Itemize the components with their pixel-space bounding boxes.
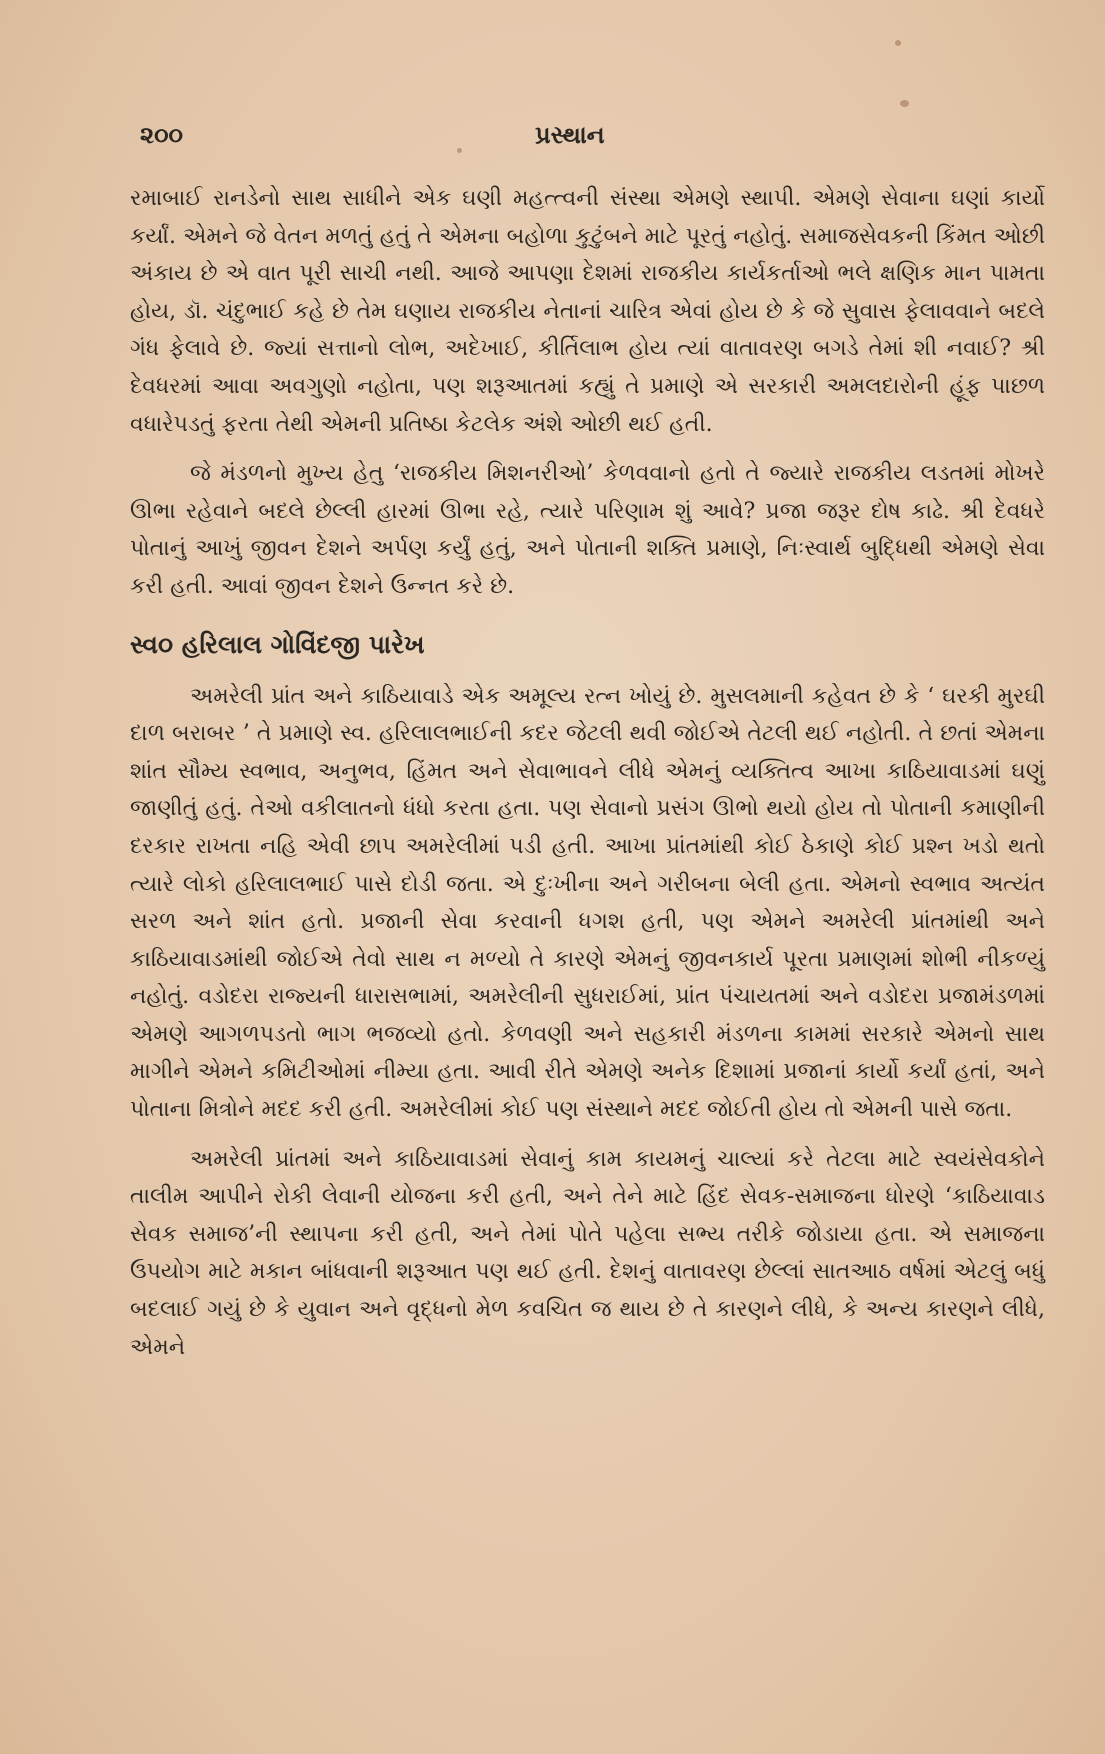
paper-speck bbox=[900, 100, 909, 107]
paragraph: અમરેલી પ્રાંત અને કાઠિયાવાડે એક અમૂલ્ય રત્ન ખોયું છે. મુસલમાની કહેવત છે કે ‘ ઘરકી મુરઘી દાળ બરાબર ’ તે પ્રમાણે સ્વ. હરિલાલભાઈની કદર જેટલી થવી જોઈએ તેટલી થઈ નહોતી. તે છતાં એમના શાંત સૌમ્ય સ્વભાવ, અનુભવ, હિંમત અને સેવાભાવને લીધે એમનું વ્યક્તિત્વ આખા કાઠિયાવાડમાં ઘણું જાણીતું હતું. તેઓ વકીલાતનો ધંધો કરતા હતા. પણ સેવાનો પ્રસંગ ઊભો થયો હોય તો પોતાની કમાણીની દરકાર રાખતા નહિ એવી છાપ અમરેલીમાં પડી હતી. આખા પ્રાંતમાંથી કોઈ ઠેકાણે કોઈ પ્રશ્ન ખડો થતો ત્યારે લોકો હરિલાલભાઈ પાસે દોડી જતા. એ દુઃખીના અને ગરીબના બેલી હતા. એમનો સ્વભાવ અત્યંત સરળ અને શાંત હતો. પ્રજાની સેવા કરવાની ધગશ હતી, પણ એમને અમરેલી પ્રાંતમાંથી અને કાઠિયાવાડમાંથી જોઈએ તેવો સાથ ન મળ્યો તે કારણે એમનું જીવનકાર્ય પૂરતા પ્રમાણમાં શોભી નીકળ્યું નહોતું. વડોદરા રાજ્યની ધારાસભામાં, અમરેલીની સુધરાઈમાં, પ્રાંત પંચાયતમાં અને વડોદરા પ્રજામંડળમાં એમણે આગળપડતો ભાગ ભજવ્યો હતો. કેળવણી અને સહકારી મંડળના કામમાં સરકારે એમનો સાથ માગીને એમને કમિટીઓમાં નીમ્યા હતા. આવી રીતે એમણે અનેક દિશામાં પ્રજાનાં કાર્યો કર્યાં હતાં, અને પોતાના મિત્રોને મદદ કરી હતી. અમરેલીમાં કોઈ પણ સંસ્થાને મદદ જોઈતી હોય તો એમની પાસે જતા. bbox=[130, 683, 1045, 1123]
paper-speck bbox=[895, 40, 901, 46]
paragraph: અમરેલી પ્રાંતમાં અને કાઠિયાવાડમાં સેવાનું કામ કાયમનું ચાલ્યાં કરે તેટલા માટે સ્વયંસેવકોને તાલીમ આપીને રોકી લેવાની યોજના કરી હતી, અને તેને માટે હિંદ સેવક-સમાજના ધોરણે ‘કાઠિયાવાડ સેવક સમાજ’ની સ્થાપના કરી હતી, અને તેમાં પોતે પહેલા સભ્ય તરીકે જોડાયા હતા. એ સમાજના ઉપયોગ માટે મકાન બાંધવાની શરૂઆત પણ થઈ હતી. દેશનું વાતાવરણ છેલ્લાં સાતઆઠ વર્ષમાં એટલું બધું બદલાઈ ગયું છે કે યુવાન અને વૃદ્ધનો મેળ કવચિત જ થાય છે તે કારણને લીધે, કે અન્ય કારણને લીધે, એમને bbox=[130, 1146, 1045, 1360]
page-header bbox=[140, 120, 1060, 160]
running-title: પ્રસ્થાન bbox=[535, 120, 605, 149]
page-number: ૨૦૦ bbox=[140, 120, 183, 149]
paragraph: જે મંડળનો મુખ્ય હેતુ ‘રાજકીય મિશનરીઓ’ કેળવવાનો હતો તે જ્યારે રાજકીય લડતમાં મોખરે ઊભા રહેવાને બદલે છેલ્લી હારમાં ઊભા રહે, ત્યારે પરિણામ શું આવે? પ્રજા જરૂર દોષ કાઢે. શ્રી દેવધરે પોતાનું આખું જીવન દેશને અર્પણ કર્યું હતું, અને પોતાની શક્તિ પ્રમાણે, નિઃસ્વાર્થ બુદ્ધિથી એમણે સેવા કરી હતી. આવાં જીવન દેશને ઉન્નત કરે છે. bbox=[130, 461, 1045, 599]
paragraph: રમાબાઈ રાનડેનો સાથ સાધીને એક ઘણી મહત્ત્વની સંસ્થા એમણે સ્થાપી. એમણે સેવાના ઘણાં કાર્યો કર્યાં. એમને જે વેતન મળતું હતું તે એમના બહોળા કુટુંબને માટે પૂરતું નહોતું. સમાજસેવકની કિંમત ઓછી અંકાય છે એ વાત પૂરી સાચી નથી. આજે આપણા દેશમાં રાજકીય કાર્યકર્તાઓ ભલે ક્ષણિક માન પામતા હોય, ડૉ. ચંદુભાઈ કહે છે તેમ ઘણાય રાજકીય નેતાનાં ચારિત્ર એવાં હોય છે કે જે સુવાસ ફેલાવવાને બદલે ગંધ ફેલાવે છે. જ્યાં સત્તાનો લોભ, અદેખાઈ, કીર્તિલાભ હોય ત્યાં વાતાવરણ બગડે તેમાં શી નવાઈ? શ્રી દેવધરમાં આવા અવગુણો નહોતા, પણ શરૂઆતમાં કહ્યું તે પ્રમાણે એ સરકારી અમલદારોની હૂંફ પાછળ વધારેપડતું ફરતા તેથી એમની પ્રતિષ્ઠા કેટલેક અંશે ઓછી થઈ હતી. bbox=[130, 186, 1045, 437]
body-text bbox=[130, 180, 1045, 1378]
section-heading: સ્વ૦ હરિલાલ ગોવિંદજી પારેખ bbox=[130, 629, 425, 659]
